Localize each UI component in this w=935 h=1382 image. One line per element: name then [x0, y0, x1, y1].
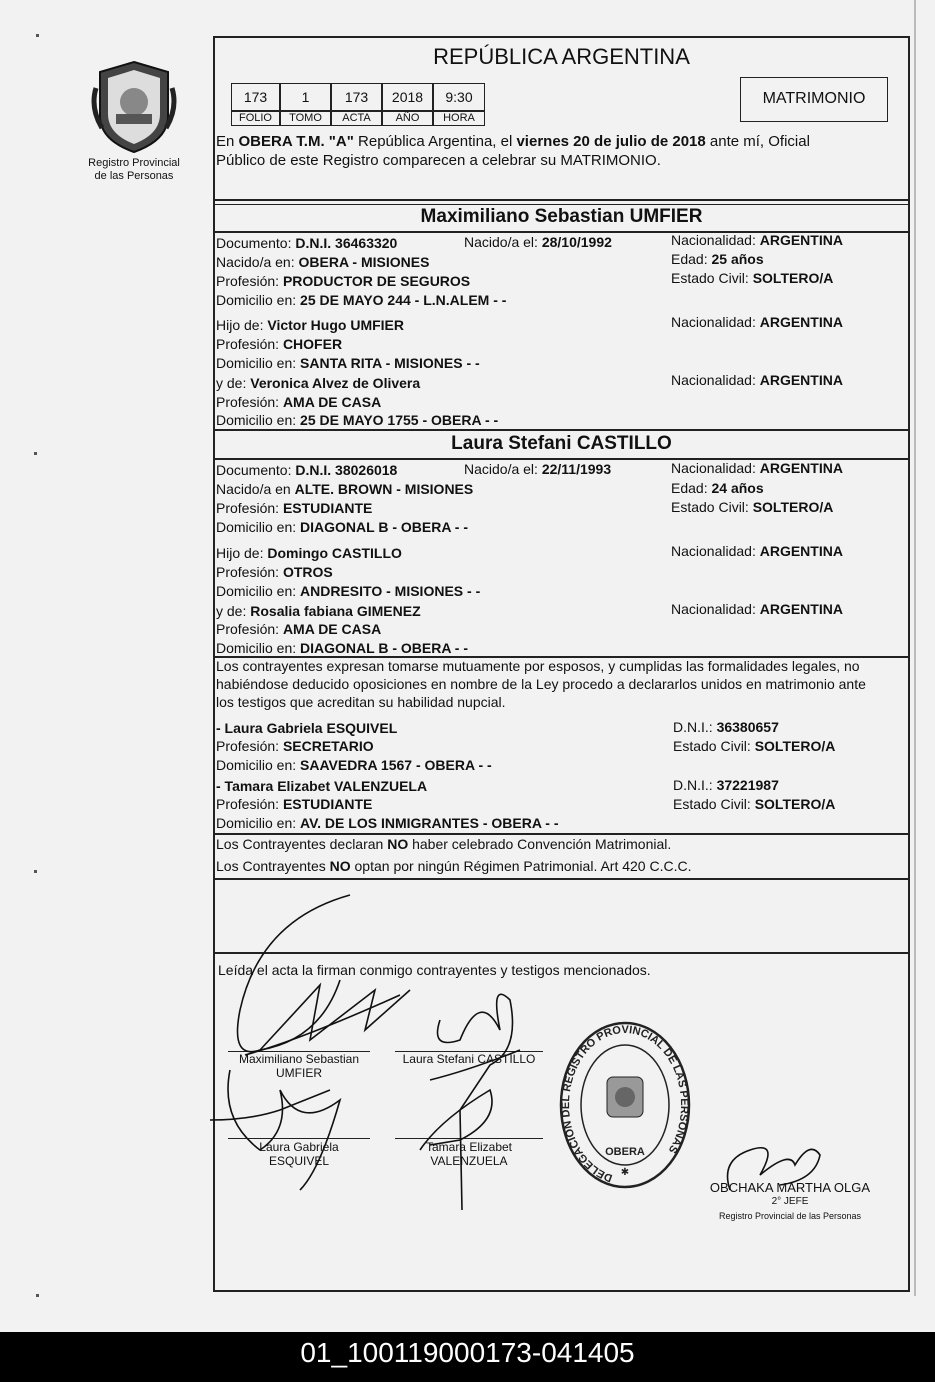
acta-value: 173	[331, 83, 382, 111]
spouse1-mother: y de: Veronica Alvez de Olivera	[216, 375, 421, 391]
seal-emblem-icon	[88, 58, 180, 154]
registry-caption-line1: Registro Provincial	[88, 157, 180, 169]
convention-line2: Los Contrayentes NO optan por ningún Régimen Patrimonial. Art 420 C.C.C.	[216, 858, 692, 874]
spouse2-birthdate: Nacido/a el: 22/11/1993	[464, 461, 612, 477]
time-label: HORA	[433, 111, 485, 126]
acta-label: ACTA	[331, 111, 382, 126]
spouse1-age: Edad: 25 años	[671, 251, 764, 267]
witness1-address: Domicilio en: SAAVEDRA 1567 - OBERA - -	[216, 757, 492, 773]
stamp-city: OBERA	[605, 1146, 645, 1158]
officer-rank: 2° JEFE	[771, 1196, 809, 1207]
spouse2-age: Edad: 24 años	[671, 480, 764, 496]
declaration-line1: Los contrayentes expresan tomarse mutuamente por esposos, y cumplidas las formalidades legales, no	[216, 658, 860, 674]
intro-line2: Público de este Registro comparecen a celebrar su MATRIMONIO.	[216, 152, 661, 169]
witness1-profession: Profesión: SECRETARIO	[216, 738, 374, 754]
signature-label-spouse1: Maximiliano Sebastian UMFIER	[238, 1052, 360, 1080]
witness1-dni: D.N.I.: 36380657	[673, 719, 779, 735]
witness2-dni: D.N.I.: 37221987	[673, 777, 779, 793]
official-stamp	[555, 1015, 695, 1190]
registry-caption-line2: de las Personas	[94, 170, 174, 182]
tomo-value: 1	[280, 83, 331, 111]
officer-organization: Registro Provincial de las Personas	[718, 1211, 862, 1221]
spouse1-document: Documento: D.N.I. 36463320	[216, 235, 398, 251]
spouse1-mother-address: Domicilio en: 25 DE MAYO 1755 - OBERA - -	[216, 412, 499, 428]
witness1-civil-status: Estado Civil: SOLTERO/A	[673, 738, 836, 754]
witness2-name: - Tamara Elizabet VALENZUELA	[216, 778, 428, 794]
spouse1-father-address: Domicilio en: SANTA RITA - MISIONES - -	[216, 355, 480, 371]
spouse2-document: Documento: D.N.I. 38026018	[216, 462, 398, 478]
convention-line1: Los Contrayentes declaran NO haber celebrado Convención Matrimonial.	[216, 836, 672, 852]
folio-value: 173	[231, 83, 280, 111]
spouse2-profession: Profesión: ESTUDIANTE	[216, 500, 373, 516]
spouse2-mother-nationality: Nacionalidad: ARGENTINA	[671, 601, 843, 617]
witness1-name: - Laura Gabriela ESQUIVEL	[216, 720, 398, 736]
closing-statement: Leída el acta la firman conmigo contrayentes y testigos mencionados.	[218, 962, 651, 978]
signature-label-witness2: Tamara Elizabet VALENZUELA	[425, 1140, 513, 1168]
stamp-ring-text: DELEGACION DEL REGISTRO PROVINCIAL DE LAS PERSONAS	[560, 1023, 691, 1184]
province-seal	[88, 58, 180, 154]
spouse1-father-profession: Profesión: CHOFER	[216, 336, 343, 352]
tomo-label: TOMO	[280, 111, 331, 126]
spouse2-father: Hijo de: Domingo CASTILLO	[216, 545, 402, 561]
spouse2-civil-status: Estado Civil: SOLTERO/A	[671, 499, 834, 515]
officer-name: OBCHAKA MARTHA OLGA	[709, 1180, 871, 1195]
spouse2-mother: y de: Rosalia fabiana GIMENEZ	[216, 603, 421, 619]
spouse1-civil-status: Estado Civil: SOLTERO/A	[671, 270, 834, 286]
scan-id: 01_100119000173-041405	[300, 1337, 635, 1368]
folio-label: FOLIO	[231, 111, 280, 126]
signature-label-spouse2: Laura Stefani CASTILLO	[402, 1052, 536, 1066]
spouse2-name: Laura Stefani CASTILLO	[451, 433, 672, 454]
spouse2-birthplace: Nacido/a en ALTE. BROWN - MISIONES	[216, 481, 474, 497]
spouse1-birthdate: Nacido/a el: 28/10/1992	[464, 234, 612, 250]
scan-id-bar	[0, 1332, 935, 1382]
stamp-seal-icon	[555, 1015, 695, 1190]
declaration-line3: los testigos que acreditan su habilidad nupcial.	[216, 694, 506, 710]
witness2-profession: Profesión: ESTUDIANTE	[216, 796, 373, 812]
spouse2-mother-address: Domicilio en: DIAGONAL B - OBERA - -	[216, 640, 469, 656]
spouse2-mother-profession: Profesión: AMA DE CASA	[216, 621, 382, 637]
spouse1-nationality: Nacionalidad: ARGENTINA	[671, 232, 843, 248]
document-type-box: MATRIMONIO	[740, 77, 888, 122]
spouse2-address: Domicilio en: DIAGONAL B - OBERA - -	[216, 519, 469, 535]
year-label: AÑO	[382, 111, 433, 126]
officer-block	[690, 1181, 890, 1223]
spouse2-nationality: Nacionalidad: ARGENTINA	[671, 460, 843, 476]
spouse2-father-nationality: Nacionalidad: ARGENTINA	[671, 543, 843, 559]
svg-text:✱: ✱	[620, 1167, 630, 1178]
spouse1-mother-nationality: Nacionalidad: ARGENTINA	[671, 372, 843, 388]
spouse2-father-profession: Profesión: OTROS	[216, 564, 333, 580]
time-value: 9:30	[433, 83, 485, 111]
spouse2-father-address: Domicilio en: ANDRESITO - MISIONES - -	[216, 583, 481, 599]
country-title: REPÚBLICA ARGENTINA	[433, 44, 690, 69]
spouse1-address: Domicilio en: 25 DE MAYO 244 - L.N.ALEM - -	[216, 292, 507, 308]
intro-line1: En OBERA T.M. "A" República Argentina, el viernes 20 de julio de 2018 ante mí, Oficial	[216, 133, 810, 150]
signature-label-witness1: Laura Gabriela ESQUIVEL	[259, 1140, 339, 1168]
spouse1-mother-profession: Profesión: AMA DE CASA	[216, 394, 382, 410]
year-value: 2018	[382, 83, 433, 111]
spouse1-father-nationality: Nacionalidad: ARGENTINA	[671, 314, 843, 330]
declaration-line2: habiéndose deducido oposiciones en nombre de la Ley procedo a declararlos unidos en matrimonio ante	[216, 676, 866, 692]
spouse1-name: Maximiliano Sebastian UMFIER	[420, 206, 703, 227]
handwritten-signatures	[200, 890, 560, 1220]
spouse1-birthplace: Nacido/a en: OBERA - MISIONES	[216, 254, 430, 270]
witness2-address: Domicilio en: AV. DE LOS INMIGRANTES - OBERA - -	[216, 815, 559, 831]
spouse1-profession: Profesión: PRODUCTOR DE SEGUROS	[216, 273, 471, 289]
witness2-civil-status: Estado Civil: SOLTERO/A	[673, 796, 836, 812]
spouse1-father: Hijo de: Victor Hugo UMFIER	[216, 317, 404, 333]
